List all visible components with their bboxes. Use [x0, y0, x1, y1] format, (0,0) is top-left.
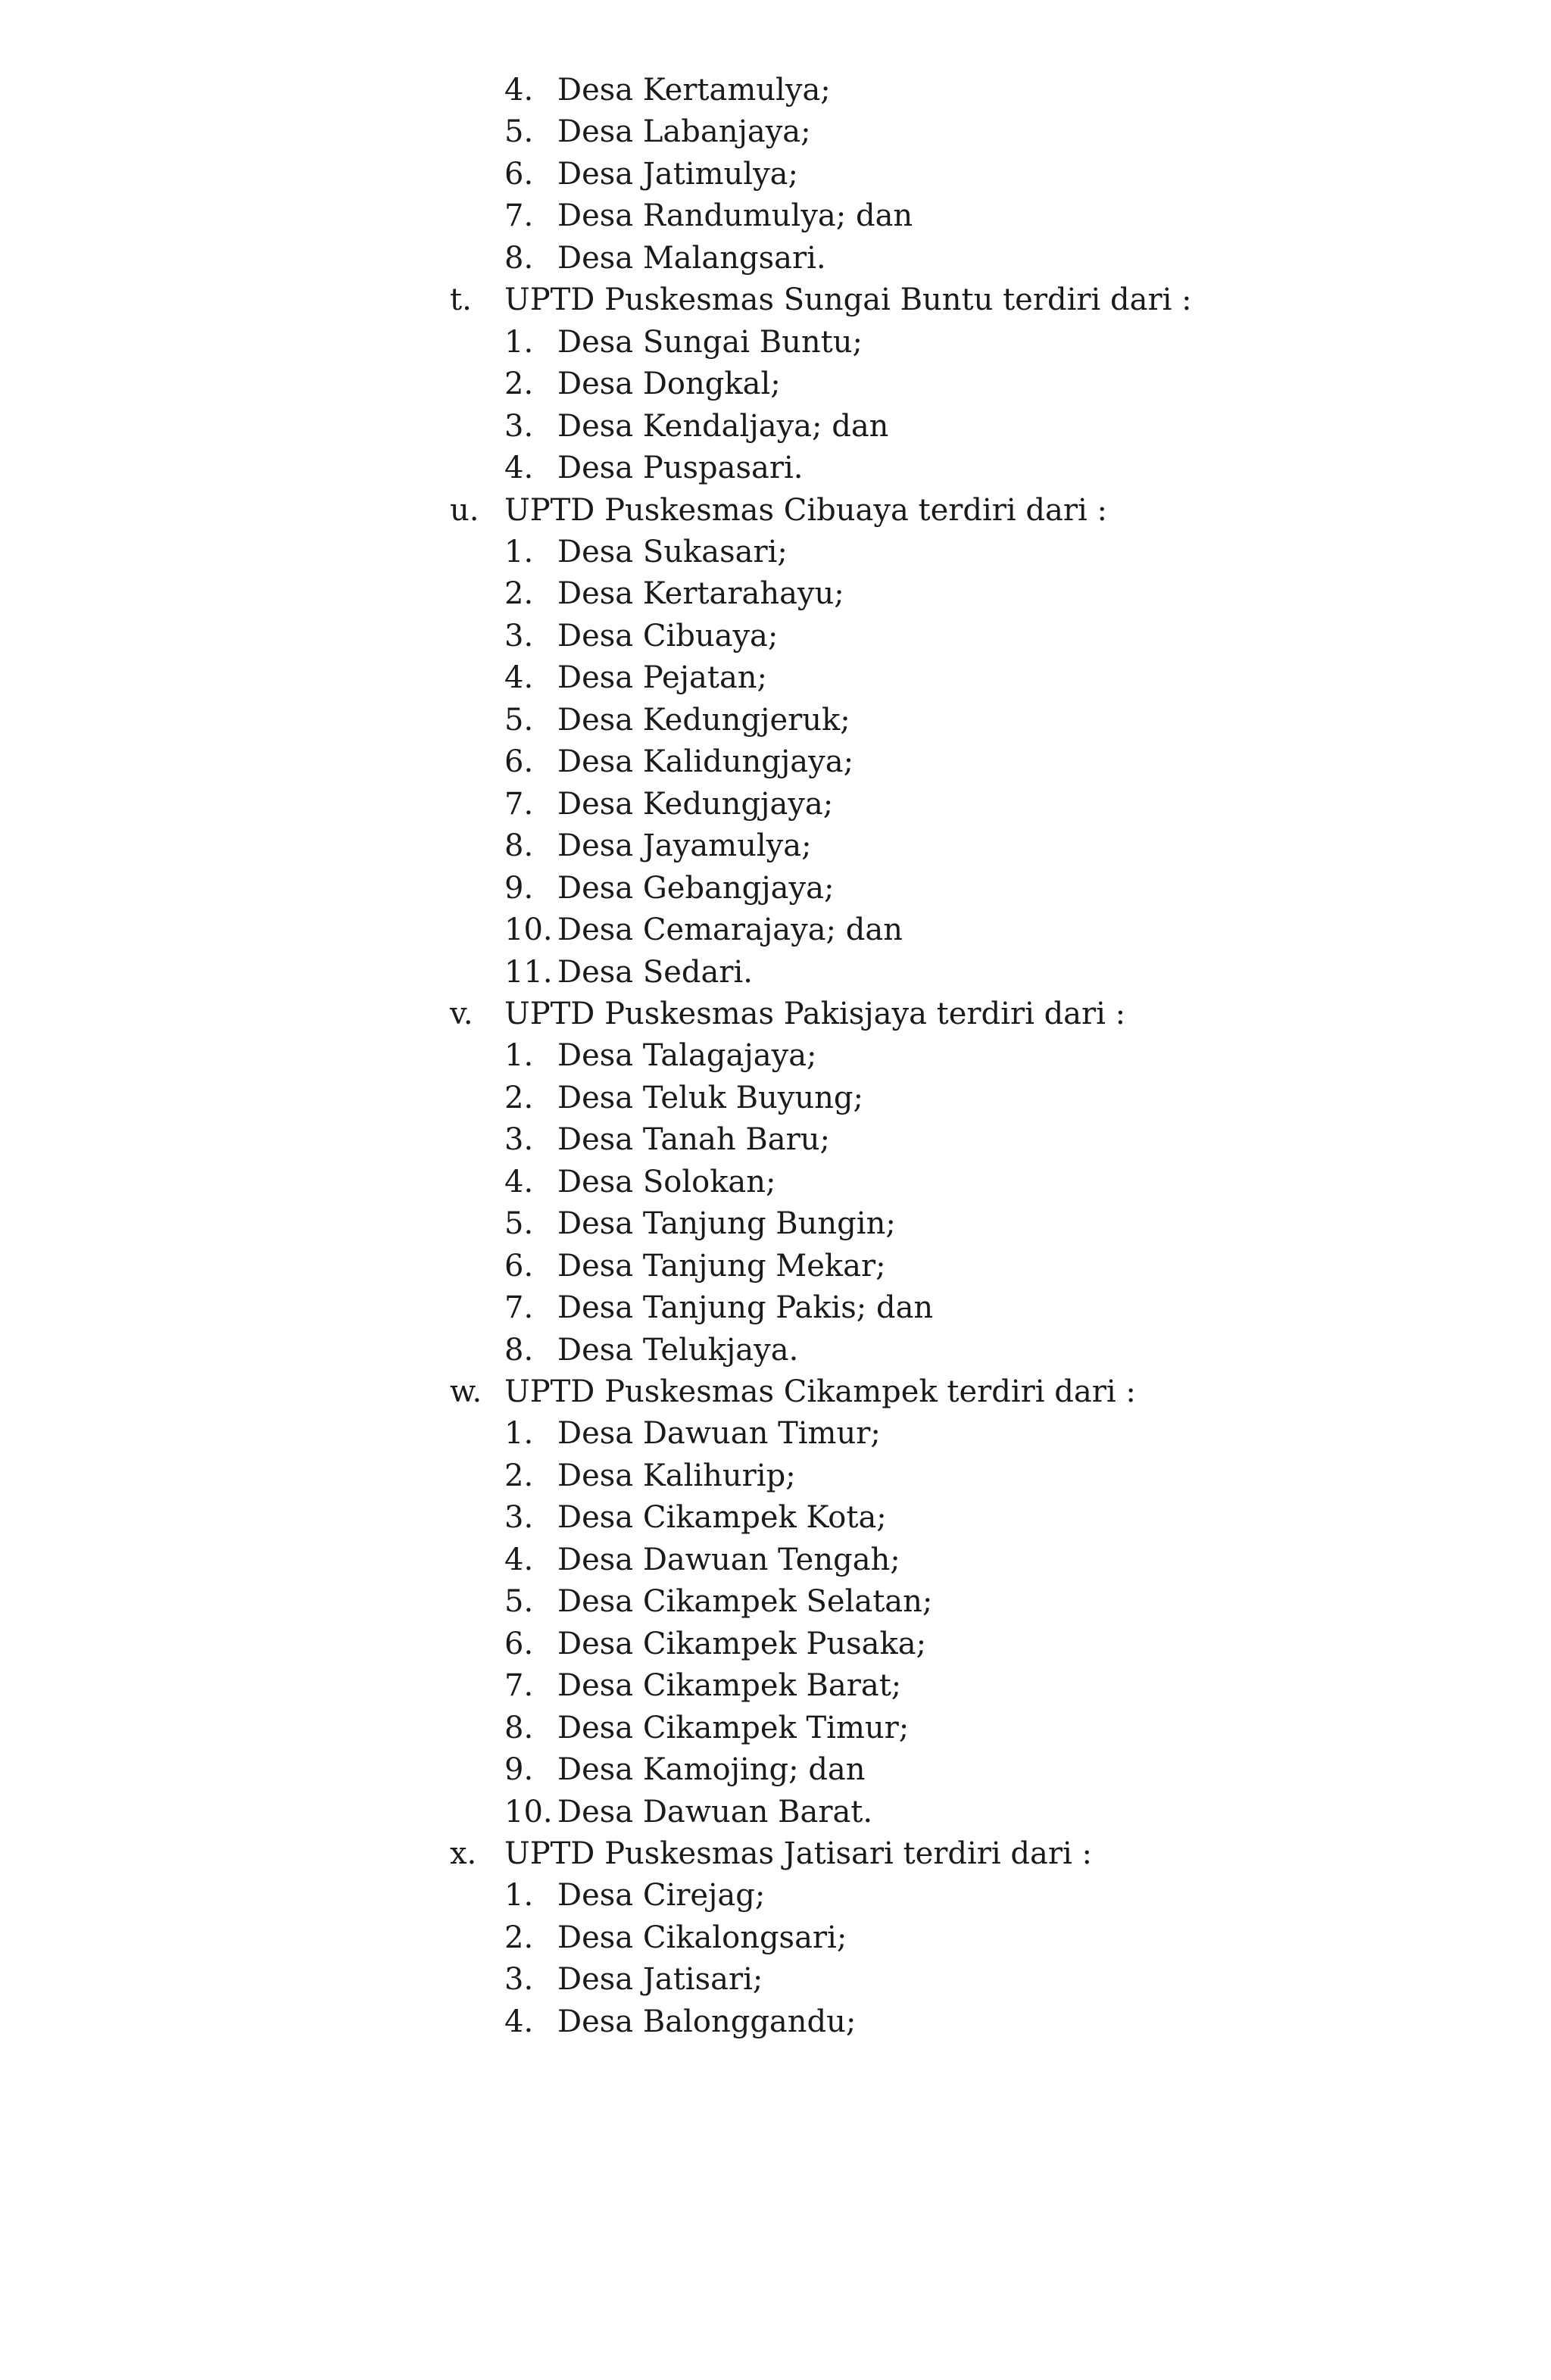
item-number: 3. — [504, 408, 534, 444]
list-item — [0, 2001, 1551, 2042]
list-item — [0, 1413, 1551, 1454]
section-letter: v. — [450, 996, 473, 1031]
item-text: Desa Cikalongsari; — [557, 1920, 847, 1955]
list-item — [0, 1792, 1551, 1833]
item-text: Desa Tanjung Bungin; — [557, 1206, 896, 1242]
item-number: 9. — [504, 1752, 534, 1787]
list-item — [0, 532, 1551, 572]
item-number: 1. — [504, 1416, 534, 1452]
item-number: 8. — [504, 240, 534, 276]
item-number: 3. — [504, 1500, 534, 1536]
item-text: Desa Dongkal; — [557, 367, 781, 402]
item-number: 4. — [504, 1164, 534, 1199]
item-text: Desa Solokan; — [557, 1164, 776, 1199]
item-number: 11. — [504, 954, 553, 990]
item-text: Desa Jatimulya; — [557, 156, 798, 192]
item-number: 2. — [504, 1458, 534, 1493]
list-item — [0, 1708, 1551, 1748]
item-number: 6. — [504, 156, 534, 192]
item-number: 1. — [504, 324, 534, 360]
item-number: 7. — [504, 786, 534, 822]
list-item — [0, 1455, 1551, 1496]
item-number: 6. — [504, 1626, 534, 1661]
item-number: 10. — [504, 912, 553, 947]
section-heading — [0, 1833, 1551, 1874]
list-item — [0, 322, 1551, 363]
list-item — [0, 868, 1551, 909]
item-text: Desa Cikampek Timur; — [557, 1710, 910, 1745]
list-item — [0, 1203, 1551, 1244]
item-text: Desa Malangsari. — [557, 240, 826, 276]
item-text: Desa Cikampek Selatan; — [557, 1584, 933, 1620]
item-text: Desa Kedungjeruk; — [557, 702, 850, 738]
list-item — [0, 952, 1551, 993]
item-number: 1. — [504, 1038, 534, 1074]
item-number: 4. — [504, 2004, 534, 2039]
item-text: Desa Cirejag; — [557, 1878, 766, 1914]
list-item — [0, 195, 1551, 236]
item-text: Desa Balonggandu; — [557, 2004, 857, 2039]
list-item — [0, 363, 1551, 404]
list-item — [0, 1246, 1551, 1287]
item-text: Desa Randumulya; dan — [557, 198, 913, 234]
item-text: Desa Kalidungjaya; — [557, 744, 854, 780]
section-title: UPTD Puskesmas Sungai Buntu terdiri dari : — [504, 282, 1192, 318]
item-text: Desa Cikampek Kota; — [557, 1500, 887, 1536]
item-number: 4. — [504, 660, 534, 696]
list-item — [0, 741, 1551, 782]
item-number: 2. — [504, 367, 534, 402]
list-item — [0, 1119, 1551, 1160]
list-item — [0, 573, 1551, 614]
list-item — [0, 1287, 1551, 1328]
item-text: Desa Gebangjaya; — [557, 870, 835, 906]
item-number: 8. — [504, 1332, 534, 1368]
item-text: Desa Cibuaya; — [557, 618, 779, 653]
item-number: 9. — [504, 870, 534, 906]
item-text: Desa Jatisari; — [557, 1962, 763, 1998]
section-title: UPTD Puskesmas Cikampek terdiri dari : — [504, 1374, 1136, 1409]
item-text: Desa Talagajaya; — [557, 1038, 817, 1074]
item-text: Desa Kalihurip; — [557, 1458, 796, 1493]
section-heading — [0, 1371, 1551, 1412]
item-text: Desa Kamojing; dan — [557, 1752, 866, 1787]
item-text: Desa Pejatan; — [557, 660, 768, 696]
item-text: Desa Tanah Baru; — [557, 1122, 830, 1158]
item-text: Desa Jayamulya; — [557, 828, 812, 864]
item-number: 2. — [504, 1920, 534, 1955]
list-item — [0, 1497, 1551, 1538]
list-item — [0, 448, 1551, 488]
item-text: Desa Kertamulya; — [557, 73, 831, 108]
item-number: 7. — [504, 198, 534, 234]
item-number: 1. — [504, 1878, 534, 1914]
item-number: 3. — [504, 1962, 534, 1998]
item-number: 5. — [504, 114, 534, 150]
list-item — [0, 1665, 1551, 1706]
list-item — [0, 616, 1551, 657]
list-item — [0, 1917, 1551, 1958]
item-number: 8. — [504, 828, 534, 864]
item-number: 1. — [504, 535, 534, 569]
item-number: 5. — [504, 702, 534, 738]
item-number: 6. — [504, 1248, 534, 1284]
item-number: 4. — [504, 73, 534, 108]
list-item — [0, 1539, 1551, 1580]
item-text: Desa Tanjung Mekar; — [557, 1248, 886, 1284]
item-text: Desa Cikampek Barat; — [557, 1668, 902, 1704]
item-text: Desa Kendaljaya; dan — [557, 408, 889, 444]
section-letter: x. — [450, 1836, 477, 1871]
list-item — [0, 825, 1551, 866]
section-title: UPTD Puskesmas Jatisari terdiri dari : — [504, 1836, 1092, 1871]
section-heading — [0, 279, 1551, 320]
item-text: Desa Sedari. — [557, 954, 753, 990]
list-item — [0, 1875, 1551, 1916]
section-title: UPTD Puskesmas Pakisjaya terdiri dari : — [504, 996, 1126, 1031]
section-title: UPTD Puskesmas Cibuaya terdiri dari : — [504, 492, 1107, 528]
item-text: Desa Dawuan Barat. — [557, 1794, 873, 1829]
item-text: Desa Cikampek Pusaka; — [557, 1626, 927, 1661]
list-item — [0, 1624, 1551, 1664]
item-number: 4. — [504, 1542, 534, 1577]
list-item — [0, 1749, 1551, 1790]
list-item — [0, 406, 1551, 447]
section-heading — [0, 993, 1551, 1034]
list-item — [0, 1035, 1551, 1076]
list-item — [0, 1581, 1551, 1622]
item-text: Desa Puspasari. — [557, 451, 804, 485]
list-item — [0, 70, 1551, 111]
item-number: 10. — [504, 1794, 553, 1829]
item-text: Desa Sukasari; — [557, 535, 788, 569]
section-letter: t. — [450, 282, 472, 318]
list-item — [0, 657, 1551, 698]
list-item — [0, 1078, 1551, 1118]
section-heading — [0, 490, 1551, 531]
list-item — [0, 111, 1551, 152]
list-item — [0, 909, 1551, 950]
item-number: 4. — [504, 451, 534, 485]
list-item — [0, 784, 1551, 825]
list-item — [0, 1162, 1551, 1202]
section-letter: u. — [450, 492, 479, 528]
item-number: 6. — [504, 744, 534, 780]
item-text: Desa Kertarahayu; — [557, 576, 844, 612]
item-text: Desa Tanjung Pakis; dan — [557, 1290, 934, 1326]
item-text: Desa Kedungjaya; — [557, 786, 834, 822]
item-number: 7. — [504, 1290, 534, 1326]
item-number: 8. — [504, 1710, 534, 1745]
list-item — [0, 238, 1551, 279]
list-item — [0, 154, 1551, 195]
list-item — [0, 1330, 1551, 1371]
item-text: Desa Sungai Buntu; — [557, 324, 863, 360]
item-text: Desa Labanjaya; — [557, 114, 811, 150]
item-number: 3. — [504, 618, 534, 653]
item-number: 2. — [504, 1080, 534, 1115]
item-text: Desa Cemarajaya; dan — [557, 912, 903, 947]
item-text: Desa Telukjaya. — [557, 1332, 799, 1368]
item-text: Desa Dawuan Tengah; — [557, 1542, 900, 1577]
item-text: Desa Teluk Buyung; — [557, 1080, 863, 1115]
item-text: Desa Dawuan Timur; — [557, 1416, 881, 1452]
item-number: 5. — [504, 1206, 534, 1242]
list-item — [0, 700, 1551, 741]
item-number: 2. — [504, 576, 534, 612]
list-item — [0, 1959, 1551, 2000]
item-number: 3. — [504, 1122, 534, 1158]
section-letter: w. — [450, 1374, 482, 1409]
item-number: 7. — [504, 1668, 534, 1704]
item-number: 5. — [504, 1584, 534, 1620]
